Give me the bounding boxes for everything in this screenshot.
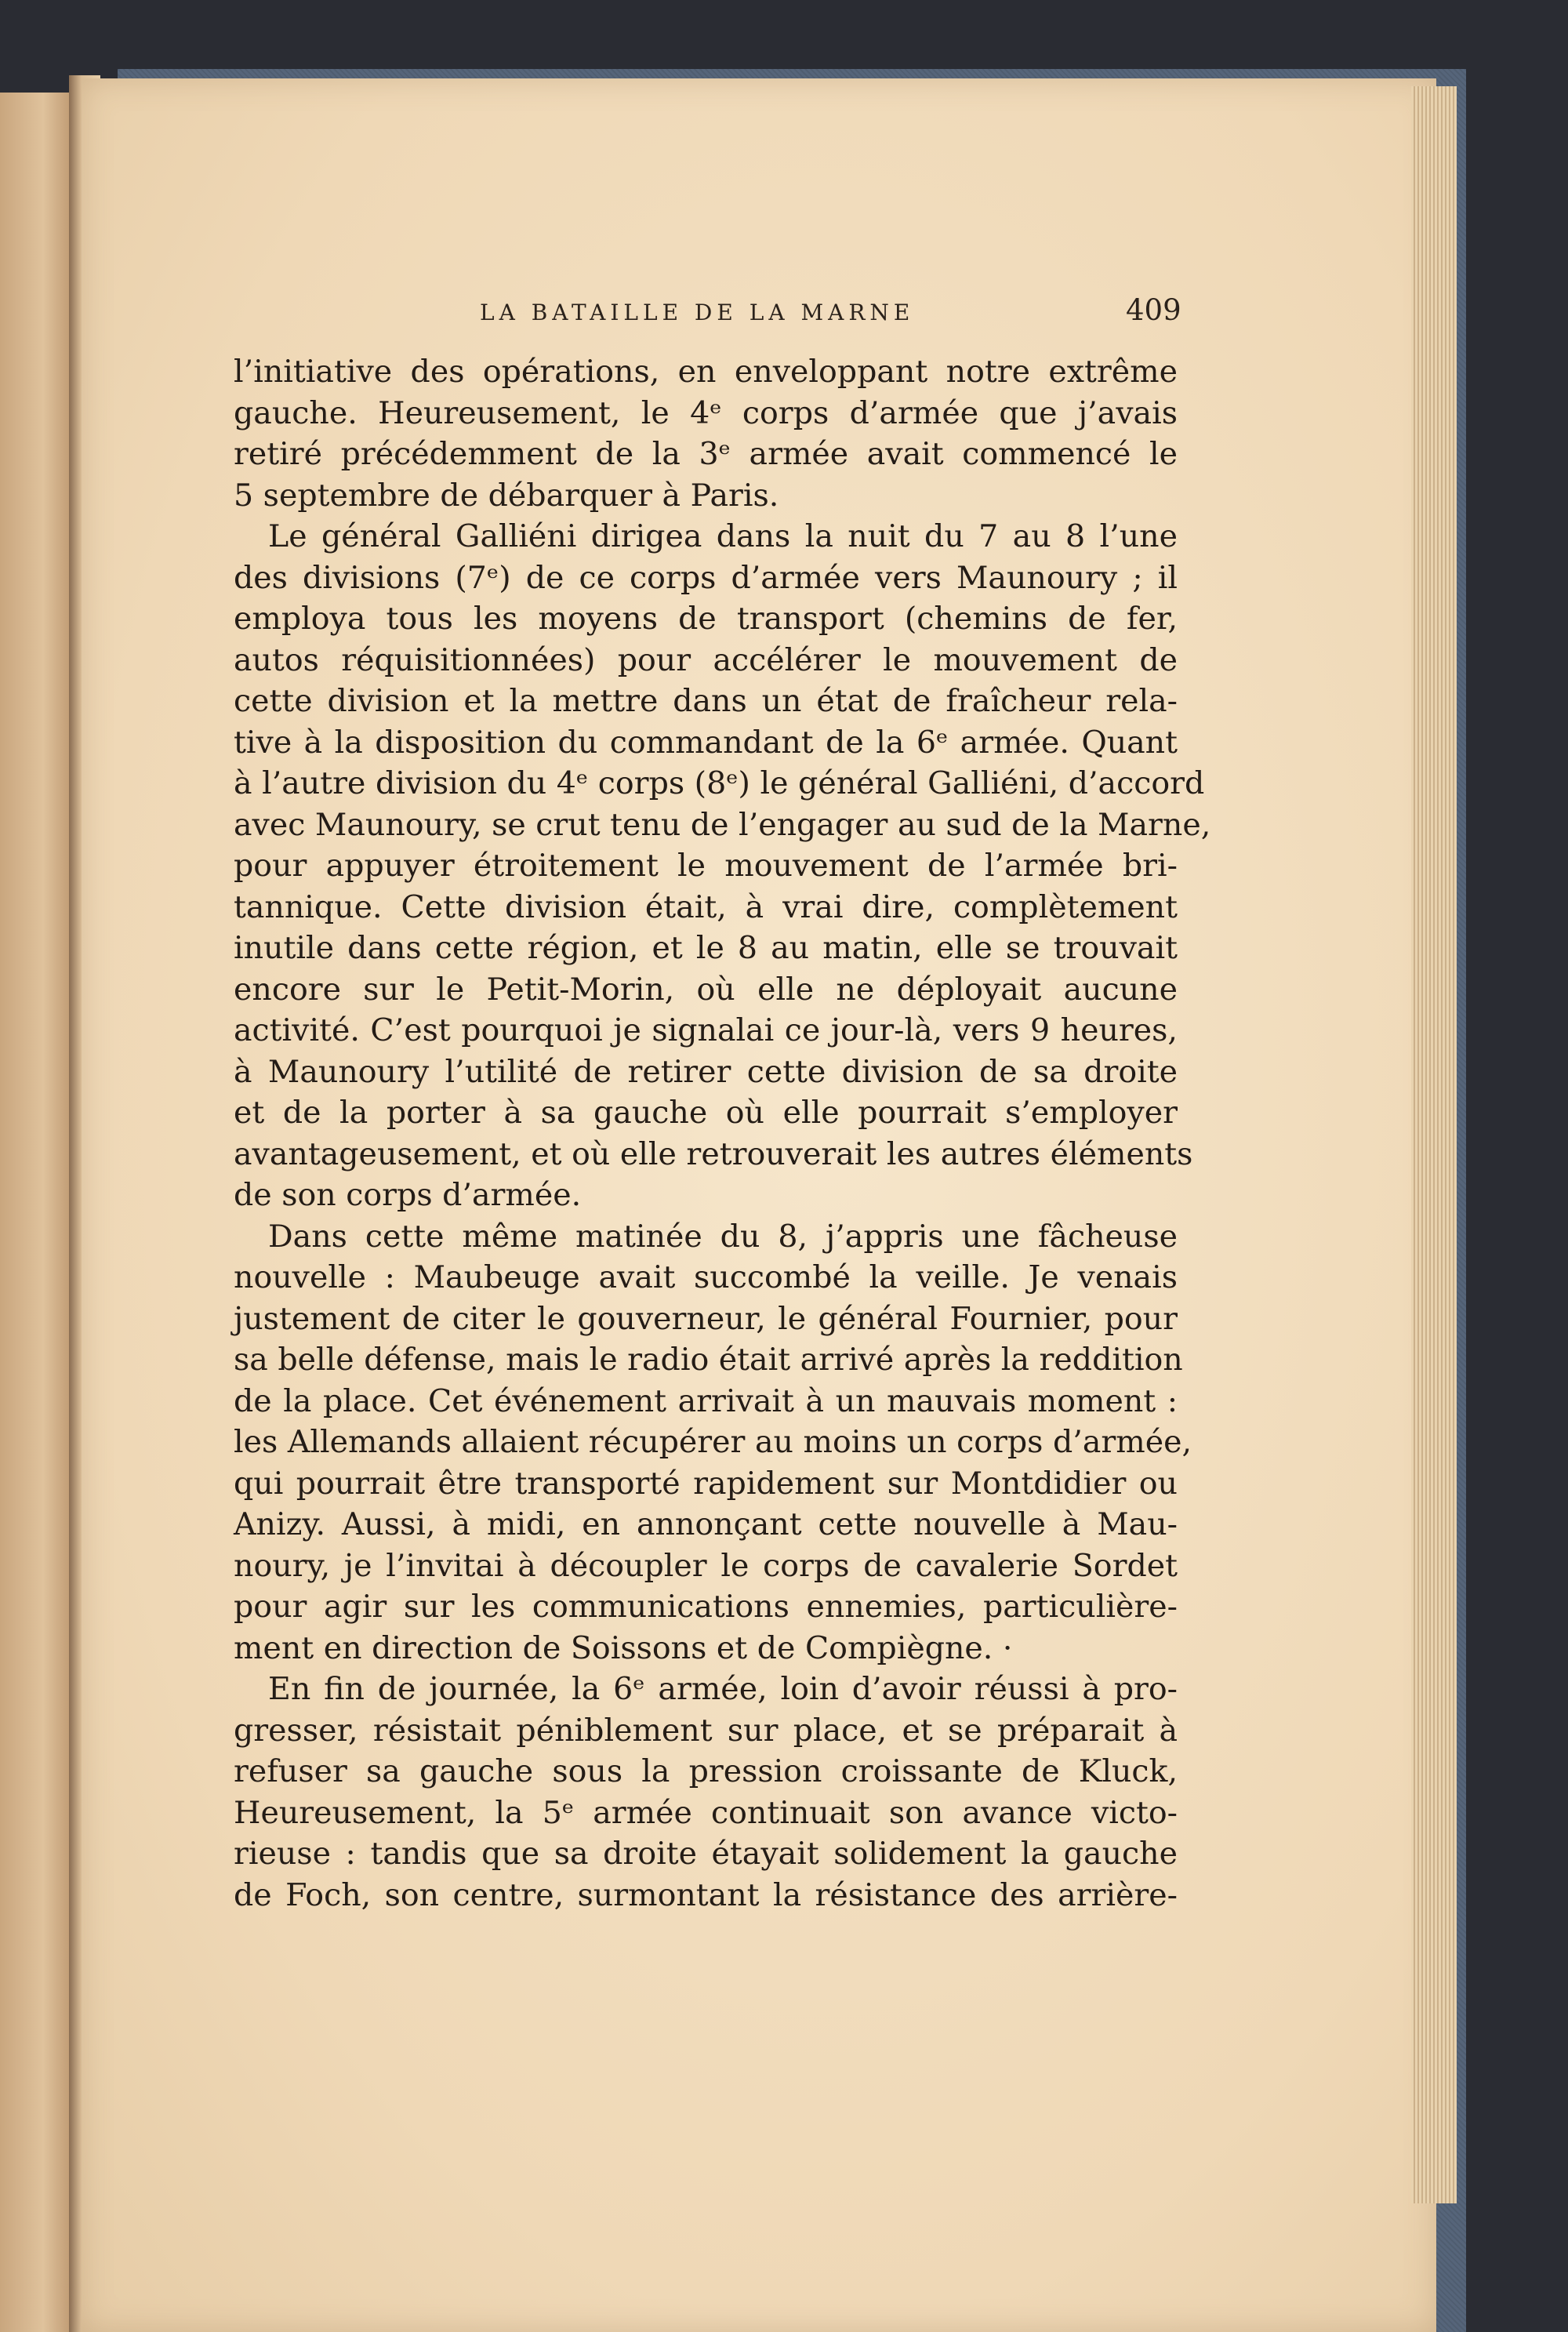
text-line: à Maunoury l’utilité de retirer cette division de sa droite bbox=[234, 1053, 1178, 1090]
text-line: employa tous les moyens de transport (chemins de fer, bbox=[234, 601, 1178, 637]
text-line: autos réquisitionnées) pour accélérer le mouvement de bbox=[234, 641, 1178, 678]
text-line: ment en direction de Soissons et de Compiègne. · bbox=[234, 1629, 1013, 1666]
text-line: et de la porter à sa gauche où elle pourrait s’employer bbox=[234, 1095, 1178, 1131]
page-edges bbox=[1411, 86, 1457, 2203]
text-line: 5 septembre de débarquer à Paris. bbox=[234, 477, 779, 514]
text-line: l’initiative des opérations, en enveloppant notre extrême bbox=[234, 354, 1178, 390]
text-line: pour agir sur les communications ennemies, particulière- bbox=[234, 1589, 1178, 1625]
text-line: sa belle défense, mais le radio était arrivé après la reddition bbox=[234, 1342, 1183, 1378]
running-head: LA BATAILLE DE LA MARNE bbox=[480, 300, 915, 325]
text-line: En fin de journée, la 6ᵉ armée, loin d’avoir réussi à pro- bbox=[268, 1671, 1178, 1707]
left-page-edge bbox=[0, 93, 72, 2332]
text-line: retiré précédemment de la 3ᵉ armée avait commencé le bbox=[234, 436, 1178, 472]
text-line: gresser, résistait péniblement sur place, et se préparait à bbox=[234, 1712, 1178, 1749]
text-line: des divisions (7ᵉ) de ce corps d’armée vers Maunoury ; il bbox=[234, 559, 1178, 596]
text-line: Dans cette même matinée du 8, j’appris une fâcheuse bbox=[268, 1218, 1178, 1255]
text-line: encore sur le Petit-Morin, où elle ne déployait aucune bbox=[234, 971, 1178, 1008]
text-line: de son corps d’armée. bbox=[234, 1177, 582, 1213]
text-line: gauche. Heureusement, le 4ᵉ corps d’armée que j’avais bbox=[234, 394, 1178, 431]
text-line: avec Maunoury, se crut tenu de l’engager au sud de la Marne, bbox=[234, 806, 1211, 843]
text-line: les Allemands allaient récupérer au moins un corps d’armée, bbox=[234, 1424, 1192, 1460]
text-line: nouvelle : Maubeuge avait succombé la veille. Je venais bbox=[234, 1259, 1178, 1295]
text-line: cette division et la mettre dans un état de fraîcheur rela- bbox=[234, 683, 1178, 719]
body-text bbox=[234, 351, 1211, 1916]
text-line: refuser sa gauche sous la pression croissante de Kluck, bbox=[234, 1753, 1178, 1789]
text-line: noury, je l’invitai à découpler le corps de cavalerie Sordet bbox=[234, 1547, 1178, 1584]
text-line: à l’autre division du 4ᵉ corps (8ᵉ) le général Galliéni, d’accord bbox=[234, 765, 1205, 801]
page-number: 409 bbox=[1126, 293, 1181, 327]
text-line: inutile dans cette région, et le 8 au matin, elle se trouvait bbox=[234, 930, 1178, 966]
text-line: tannique. Cette division était, à vrai dire, complètement bbox=[234, 888, 1178, 925]
text-line: qui pourrait être transporté rapidement sur Montdidier ou bbox=[234, 1465, 1178, 1502]
text-line: de la place. Cet événement arrivait à un mauvais moment : bbox=[234, 1382, 1178, 1419]
text-line: avantageusement, et où elle retrouverait les autres éléments bbox=[234, 1135, 1193, 1172]
text-line: pour appuyer étroitement le mouvement de l’armée bri- bbox=[234, 848, 1178, 884]
text-line: justement de citer le gouverneur, le général Fournier, pour bbox=[234, 1300, 1178, 1337]
text-line: activité. C’est pourquoi je signalai ce jour-là, vers 9 heures, bbox=[234, 1012, 1178, 1048]
text-line: rieuse : tandis que sa droite étayait solidement la gauche bbox=[234, 1836, 1178, 1872]
text-line: Anizy. Aussi, à midi, en annonçant cette nouvelle à Mau- bbox=[234, 1506, 1178, 1542]
text-line: Heureusement, la 5ᵉ armée continuait son avance victo- bbox=[234, 1794, 1178, 1831]
text-line: Le général Galliéni dirigea dans la nuit du 7 au 8 l’une bbox=[268, 518, 1178, 554]
text-line: de Foch, son centre, surmontant la résistance des arrière- bbox=[234, 1876, 1178, 1913]
text-line: tive à la disposition du commandant de la 6ᵉ armée. Quant bbox=[234, 724, 1178, 761]
